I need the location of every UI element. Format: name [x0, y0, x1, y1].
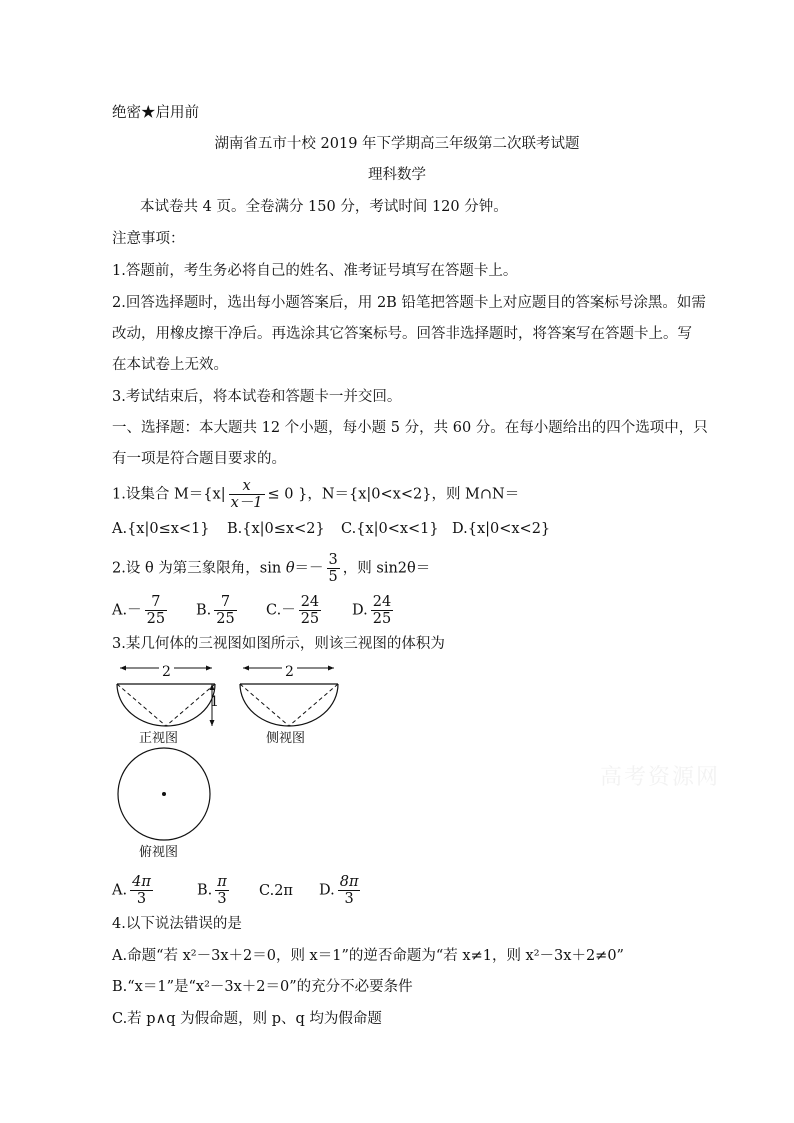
side-width-arrow-left: [243, 666, 249, 671]
side-width-arrow-right: [328, 666, 334, 671]
question-1-options: [112, 519, 550, 539]
front-width-arrow-right: [206, 666, 212, 671]
front-width-arrow-left: [120, 666, 126, 671]
q2-option-a-num: 7: [151, 594, 161, 610]
q2-option-c-frac: [299, 594, 321, 627]
q3-option-a-label: A.: [112, 882, 128, 899]
q2-eq: ＝－: [294, 560, 324, 577]
notice-item-2-line-3: 在本试卷上无效。: [112, 357, 228, 373]
q2-option-c-label: C.: [266, 602, 282, 619]
section-1-line-2: 有一项是符合题目要求的。: [112, 451, 286, 467]
front-dashed-line-left: [117, 684, 166, 726]
q2-theta: θ: [285, 560, 295, 577]
q2-option-c-sign: －: [281, 602, 296, 619]
q3-option-a: [112, 874, 197, 907]
watermark: 高考资源网: [600, 765, 721, 790]
q2-option-a: [112, 594, 196, 627]
q1-stem-b: ≤ 0 }，N＝{x|0<x<2}，则 M∩N＝: [267, 486, 520, 503]
q2-option-d-den: 25: [372, 611, 392, 627]
q3-option-b: [197, 874, 259, 907]
front-height-label: 1: [210, 694, 219, 710]
q3-option-b-num: π: [217, 874, 227, 890]
q3-option-d-num: 8π: [339, 874, 359, 890]
q2-option-a-sign: －: [127, 602, 142, 619]
front-width-label: 2: [159, 664, 174, 680]
question-3-options: [112, 874, 363, 907]
q3-option-c-label: C.: [259, 882, 275, 899]
q1-stem-a: 1.设集合 M＝{x|: [112, 486, 226, 503]
notice-item-2-line-1: 2.回答选择题时，选出每小题答案后，用 2B 铅笔把答题卡上对应题目的答案标号涂黑。如需: [112, 295, 706, 311]
exam-intro: 本试卷共 4 页。全卷满分 150 分，考试时间 120 分钟。: [140, 199, 508, 215]
side-semicircle: [240, 684, 338, 726]
secret-label: 绝密★启用前: [112, 105, 199, 121]
q3-option-d-frac: [338, 874, 361, 907]
q2-option-b-label: B.: [196, 602, 212, 619]
q2-option-d-frac: [371, 594, 393, 627]
q2-option-d: [352, 594, 396, 627]
q4-option-a: A.命题“若 x²－3x＋2＝0，则 x＝1”的逆否命题为“若 x≠1，则 x²－3x＋2≠0”: [112, 948, 624, 964]
q2-option-b-den: 25: [216, 611, 235, 627]
q3-option-d-den: 3: [338, 890, 361, 907]
q3-option-c-value: 2π: [274, 882, 293, 899]
subject-title: 理科数学: [368, 167, 426, 183]
q3-option-b-label: B.: [197, 882, 213, 899]
q2-option-c-den: 25: [300, 611, 320, 627]
notice-heading: 注意事项：: [112, 231, 185, 247]
q2-option-b: [196, 594, 266, 627]
q3-option-a-den: 3: [130, 890, 153, 907]
q2-option-a-frac: [145, 594, 167, 627]
q1-fraction: [229, 478, 265, 511]
q2-option-c-num: 24: [300, 594, 320, 610]
q3-option-b-frac: [215, 874, 229, 907]
q1-frac-den: x－1: [230, 495, 263, 511]
q2-option-c: [266, 594, 352, 627]
q1-option-d: D.{x|0<x<2}: [452, 521, 551, 537]
top-view-figure: [116, 747, 212, 843]
q2-option-b-num: 7: [220, 594, 231, 610]
q1-option-b: B.{x|0≤x<2}: [227, 521, 325, 537]
section-1-line-1: 一、选择题：本大题共 12 个小题，每小题 5 分，共 60 分。在每小题给出的四个选项中，只: [112, 420, 708, 436]
q2-option-a-label: A.: [112, 602, 128, 619]
side-dashed-line-left: [240, 684, 289, 726]
question-4-stem: 4.以下说法错误的是: [112, 916, 242, 932]
q2-option-d-num: 24: [372, 594, 392, 610]
q1-option-c: C.{x|0<x<1}: [341, 521, 439, 537]
top-view-center-dot: [162, 792, 166, 796]
front-dashed-line-right: [166, 684, 215, 726]
q2-frac-den: 5: [328, 569, 338, 585]
question-1-stem: [112, 478, 519, 511]
front-view-caption: 正视图: [139, 731, 179, 746]
q3-option-a-frac: [130, 874, 153, 907]
q2-stem-a: 2.设 θ 为第三象限角，sin: [112, 560, 282, 577]
question-2-stem: [112, 552, 430, 585]
q2-option-d-label: D.: [352, 602, 368, 619]
q2-stem-b: ，则 sin2θ＝: [342, 560, 431, 577]
side-width-label: 2: [282, 664, 297, 680]
q3-option-d-label: D.: [319, 882, 335, 899]
notice-item-1: 1.答题前，考生务必将自己的姓名、准考证号填写在答题卡上。: [112, 263, 518, 279]
front-height-arrow-bottom: [210, 720, 215, 726]
q4-option-c: C.若 p∧q 为假命题，则 p、q 均为假命题: [112, 1011, 382, 1027]
q2-option-a-den: 25: [146, 611, 166, 627]
q2-frac-num: 3: [328, 552, 338, 568]
question-3-stem: 3.某几何体的三视图如图所示，则该三视图的体积为: [112, 636, 445, 652]
notice-item-2-line-2: 改动，用橡皮擦干净后。再选涂其它答案标号。回答非选择题时，将答案写在答题卡上。写: [112, 326, 692, 342]
q1-option-a: A.{x|0≤x<1}: [112, 521, 210, 537]
side-dashed-line-right: [289, 684, 338, 726]
question-2-options: [112, 594, 396, 627]
q1-frac-num: x: [242, 478, 251, 494]
q2-option-b-frac: [214, 594, 236, 627]
side-view-caption: 侧视图: [266, 731, 306, 746]
q3-option-b-den: 3: [215, 890, 229, 907]
exam-title: 湖南省五市十校 2019 年下学期高三年级第二次联考试题: [214, 136, 580, 152]
front-semicircle: [117, 684, 215, 726]
q2-fraction: [327, 552, 340, 585]
top-view-caption: 俯视图: [139, 845, 179, 860]
q3-option-a-num: 4π: [132, 874, 151, 890]
q3-option-c: [259, 881, 319, 901]
q4-option-b: B.“x＝1”是“x²－3x＋2＝0”的充分不必要条件: [112, 979, 413, 995]
notice-item-3: 3.考试结束后，将本试卷和答题卡一并交回。: [112, 389, 402, 405]
q3-option-d: [319, 874, 363, 907]
